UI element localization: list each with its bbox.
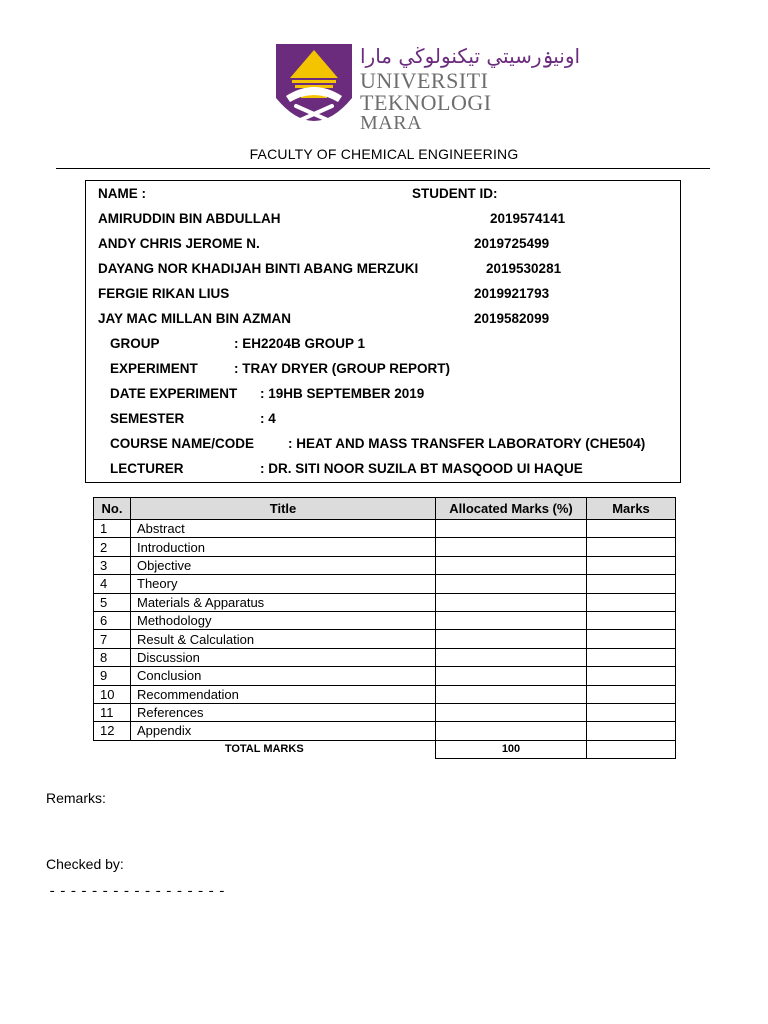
table-row — [94, 611, 676, 629]
row-no: 6 — [94, 611, 131, 629]
student-info-box — [85, 180, 681, 483]
group-label: GROUP — [110, 336, 160, 351]
row-allocated — [436, 703, 587, 721]
group-value: : EH2204B GROUP 1 — [234, 336, 366, 351]
column-header-marks: Marks — [587, 498, 676, 520]
experiment-value: : TRAY DRYER (GROUP REPORT) — [234, 361, 451, 376]
row-allocated — [436, 722, 587, 740]
total-marks-label: TOTAL MARKS — [224, 743, 304, 756]
row-marks — [587, 667, 676, 685]
row-title: Introduction — [131, 538, 436, 556]
student-name: FERGIE RIKAN LIUS — [98, 286, 230, 301]
table-row — [94, 538, 676, 556]
semester-value: : 4 — [260, 411, 276, 426]
student-id: 2019530281 — [486, 261, 562, 276]
student-id: 2019921793 — [474, 286, 550, 301]
student-name: ANDY CHRIS JEROME N. — [98, 236, 260, 251]
date-experiment-label: DATE EXPERIMENT — [110, 386, 238, 401]
row-no: 10 — [94, 685, 131, 703]
table-row — [94, 630, 676, 648]
table-row — [94, 575, 676, 593]
row-title: Methodology — [131, 611, 436, 629]
lecturer-value: : DR. SITI NOOR SUZILA BT MASQOOD UI HAQUE — [260, 461, 583, 476]
column-header-no: No. — [94, 498, 131, 520]
row-allocated — [436, 667, 587, 685]
row-allocated — [436, 593, 587, 611]
student-name: DAYANG NOR KHADIJAH BINTI ABANG MERZUKI — [98, 261, 419, 276]
row-title: Recommendation — [131, 685, 436, 703]
row-no: 7 — [94, 630, 131, 648]
student-id: 2019574141 — [490, 211, 566, 226]
row-allocated — [436, 630, 587, 648]
row-no: 2 — [94, 538, 131, 556]
row-no: 1 — [94, 520, 131, 538]
row-title: Materials & Apparatus — [131, 593, 436, 611]
table-row — [94, 520, 676, 538]
row-no: 9 — [94, 667, 131, 685]
row-no: 4 — [94, 575, 131, 593]
marks-table — [93, 497, 676, 759]
row-no: 3 — [94, 556, 131, 574]
column-header-title: Title — [131, 498, 436, 520]
row-title: Theory — [131, 575, 436, 593]
row-allocated — [436, 611, 587, 629]
logo-line-teknologi: TEKNOLOGI — [360, 90, 492, 115]
row-marks — [587, 556, 676, 574]
row-marks — [587, 611, 676, 629]
table-row — [94, 703, 676, 721]
row-marks — [587, 520, 676, 538]
row-marks — [587, 703, 676, 721]
semester-label: SEMESTER — [110, 411, 185, 426]
row-no: 5 — [94, 593, 131, 611]
table-row — [94, 667, 676, 685]
uitm-crest-icon — [276, 44, 352, 130]
jawi-university-name: اونيۏرسيتي تيكنولوڬي مارا — [360, 44, 581, 68]
row-marks — [587, 685, 676, 703]
signature-line: ----------------- — [48, 884, 229, 900]
heading-divider — [56, 168, 710, 169]
checked-by-label: Checked by: — [46, 856, 124, 872]
table-row — [94, 593, 676, 611]
row-no: 11 — [94, 703, 131, 721]
student-name: JAY MAC MILLAN BIN AZMAN — [98, 311, 292, 326]
table-row — [94, 556, 676, 574]
row-allocated — [436, 575, 587, 593]
row-title: Discussion — [131, 648, 436, 666]
student-id: 2019582099 — [474, 311, 550, 326]
faculty-heading: FACULTY OF CHEMICAL ENGINEERING — [249, 146, 519, 162]
row-no: 8 — [94, 648, 131, 666]
total-allocated-value: 100 — [436, 740, 587, 758]
row-marks — [587, 593, 676, 611]
row-marks — [587, 575, 676, 593]
table-row — [94, 722, 676, 740]
total-marks-value — [587, 740, 676, 758]
row-marks — [587, 538, 676, 556]
total-row — [94, 740, 676, 758]
lecturer-label: LECTURER — [110, 461, 184, 476]
table-row — [94, 648, 676, 666]
row-allocated — [436, 556, 587, 574]
row-title: References — [131, 703, 436, 721]
remarks-label: Remarks: — [46, 790, 106, 806]
row-title: Appendix — [131, 722, 436, 740]
row-title: Abstract — [131, 520, 436, 538]
row-marks — [587, 722, 676, 740]
row-no: 12 — [94, 722, 131, 740]
table-row — [94, 685, 676, 703]
student-name: AMIRUDDIN BIN ABDULLAH — [98, 211, 281, 226]
logo-line-mara: MARA — [360, 112, 423, 134]
student-id: 2019725499 — [474, 236, 550, 251]
student-id-label: STUDENT ID: — [412, 186, 498, 201]
row-allocated — [436, 520, 587, 538]
course-value: : HEAT AND MASS TRANSFER LABORATORY (CHE504) — [288, 436, 646, 451]
row-title: Result & Calculation — [131, 630, 436, 648]
column-header-allocated: Allocated Marks (%) — [436, 498, 587, 520]
table-header-row — [94, 498, 676, 520]
experiment-label: EXPERIMENT — [110, 361, 198, 376]
course-label: COURSE NAME/CODE — [110, 436, 255, 451]
university-logo — [276, 44, 581, 134]
row-allocated — [436, 648, 587, 666]
row-title: Conclusion — [131, 667, 436, 685]
logo-line-universiti: UNIVERSITI — [360, 68, 489, 93]
name-label: NAME : — [98, 186, 146, 201]
row-marks — [587, 630, 676, 648]
row-marks — [587, 648, 676, 666]
row-title: Objective — [131, 556, 436, 574]
row-allocated — [436, 685, 587, 703]
date-experiment-value: : 19HB SEPTEMBER 2019 — [260, 386, 425, 401]
row-allocated — [436, 538, 587, 556]
